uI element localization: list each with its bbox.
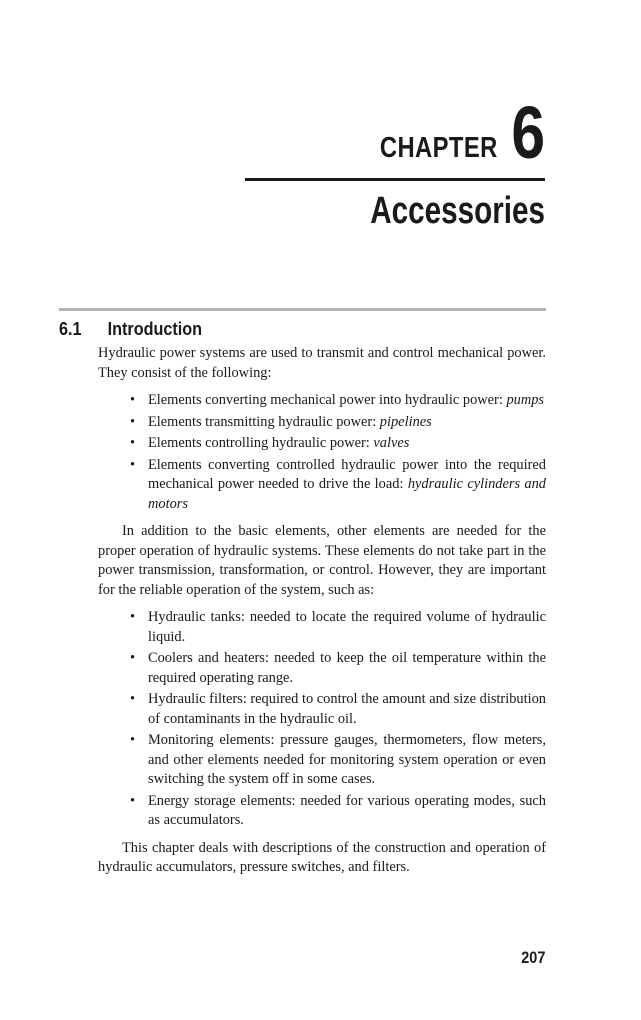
list-item: • Elements converting controlled hydraulic power into the required mechanical power needed to drive the load: hydraulic cylinders and motors bbox=[130, 456, 547, 512]
chapter-rule bbox=[245, 178, 545, 181]
example-term: pipelines bbox=[379, 413, 432, 430]
list-item: • Monitoring elements: pressure gauges, thermometers, flow meters, and other elements needed for monitoring system operation or even switching the system off in some cases. bbox=[130, 732, 546, 787]
basic-elements-list bbox=[98, 391, 546, 514]
example-term: valves bbox=[373, 435, 410, 451]
list-item: • Energy storage elements: needed for various operating modes, such as accumulators. bbox=[130, 792, 546, 828]
chapter-number: 6 bbox=[511, 91, 545, 174]
chapter-label: CHAPTER bbox=[380, 131, 498, 164]
bullet-icon: • bbox=[130, 650, 136, 666]
bullet-icon: • bbox=[130, 792, 136, 809]
bullet-icon: • bbox=[130, 456, 136, 473]
list-item: • Elements converting mechanical power into hydraulic power: pumps bbox=[130, 391, 546, 411]
chapter-title: Accessories bbox=[370, 190, 545, 232]
list-item: • Hydraulic tanks: needed to locate the required volume of hydraulic liquid. bbox=[130, 609, 546, 645]
section-rule bbox=[59, 308, 546, 311]
list-item: • Coolers and heaters: needed to keep the oil temperature within the required operating range. bbox=[130, 650, 546, 686]
bullet-icon: • bbox=[130, 609, 136, 625]
paragraph: This chapter deals with descriptions of the construction and operation of hydraulic accumulators, pressure switches, and filters. bbox=[98, 839, 546, 875]
list-item: • Elements controlling hydraulic power: valves bbox=[130, 434, 546, 454]
list-item: • Hydraulic filters: required to control the amount and size distribution of contaminants in the hydraulic oil. bbox=[130, 691, 546, 727]
bullet-icon: • bbox=[130, 691, 136, 707]
bullet-icon: • bbox=[130, 392, 136, 408]
intro-paragraph: Hydraulic power systems are used to transmit and control mechanical power. They consist of the following: bbox=[98, 345, 546, 381]
bullet-icon: • bbox=[130, 413, 136, 430]
bullet-icon: • bbox=[130, 732, 136, 748]
paragraph: In addition to the basic elements, other elements are needed for the proper operation of hydraulic systems. These elements do not take part in the power transmission, transformation, or control. However, they are important for the reliable operation of the system, such as: bbox=[98, 523, 546, 598]
section-number: 6.1 bbox=[59, 319, 82, 339]
auxiliary-elements-list bbox=[98, 608, 546, 831]
list-item: • Elements transmitting hydraulic power: pipelines bbox=[130, 413, 546, 433]
section-heading bbox=[59, 319, 202, 340]
page-number: 207 bbox=[520, 948, 545, 967]
section-title: Introduction bbox=[107, 319, 203, 339]
bullet-icon: • bbox=[130, 435, 136, 451]
body-text bbox=[98, 344, 546, 878]
chapter-heading bbox=[354, 91, 545, 174]
example-term: hydraulic cylinders and motors bbox=[148, 476, 547, 512]
example-term: pumps bbox=[506, 392, 545, 408]
